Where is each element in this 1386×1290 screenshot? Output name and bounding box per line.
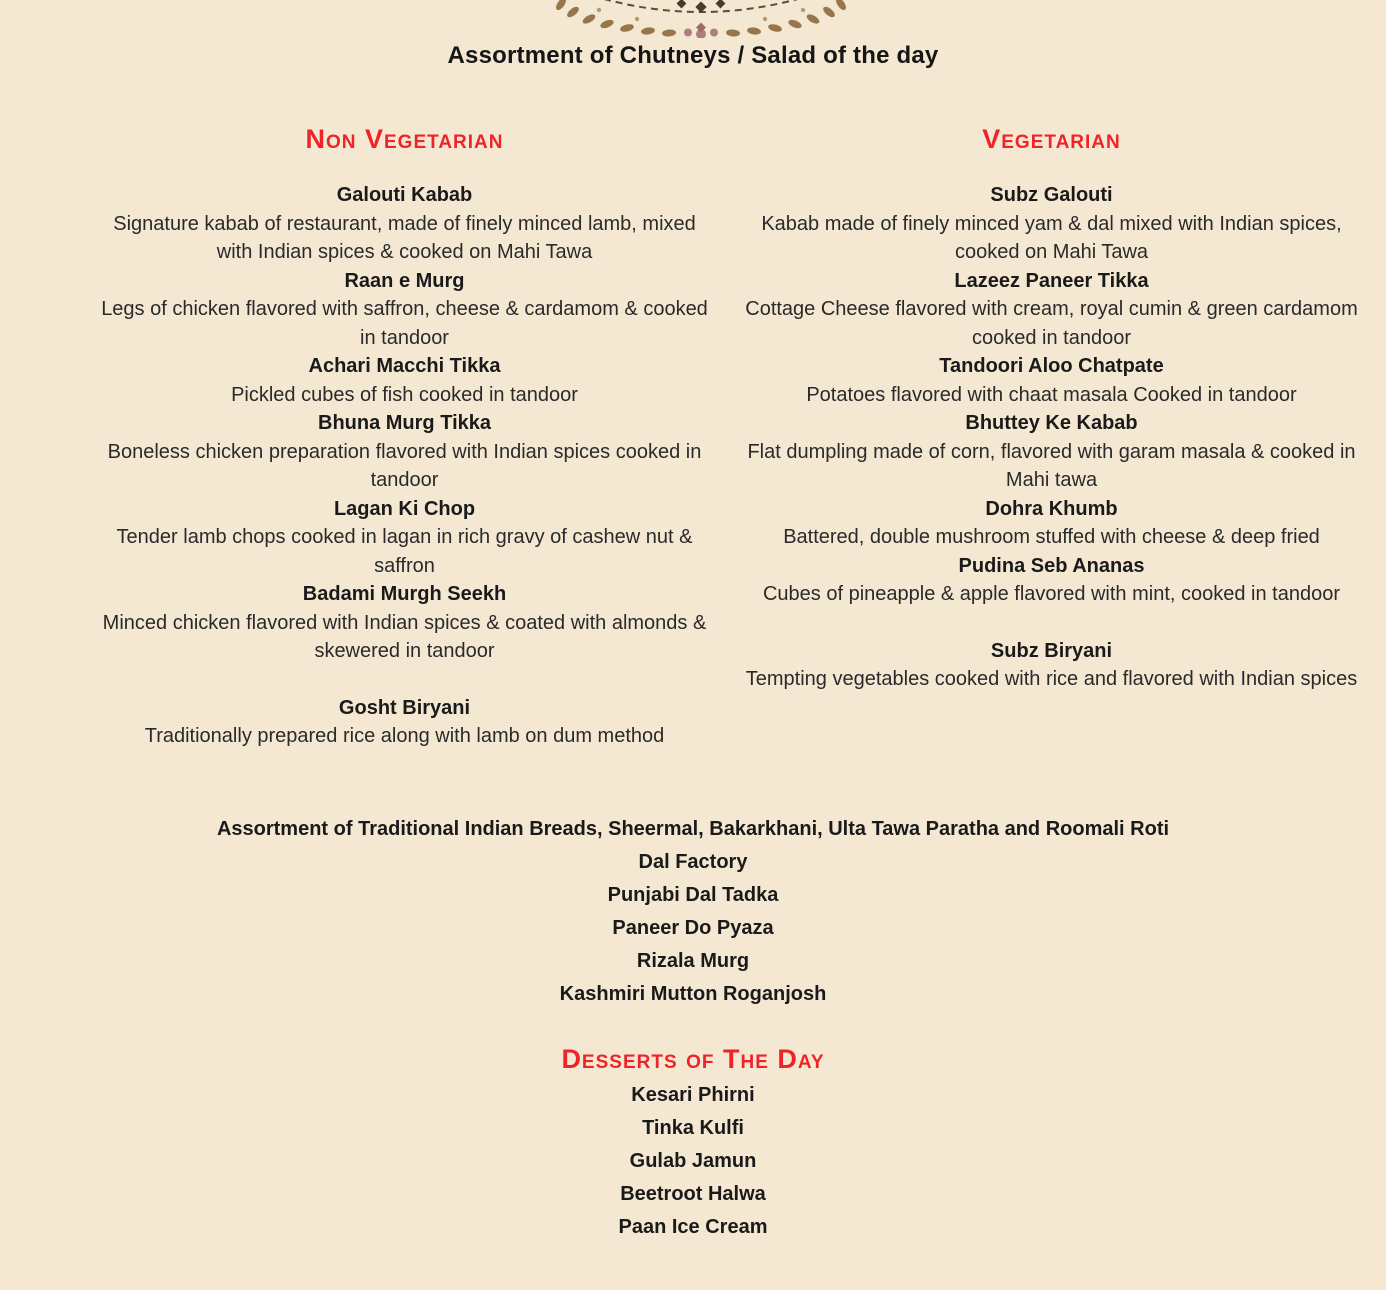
dish-name: Tandoori Aloo Chatpate bbox=[939, 355, 1164, 377]
menu-item bbox=[97, 409, 712, 495]
dish-name: Gosht Biryani bbox=[338, 696, 471, 719]
menu-item bbox=[744, 181, 1359, 267]
menu-item bbox=[744, 495, 1359, 552]
dessert-item: Beetroot Halwa bbox=[620, 1182, 766, 1205]
non-vegetarian-heading: Non Vegetarian bbox=[305, 124, 504, 154]
dish-description: Boneless chicken preparation flavored with Indian spices cooked in tandoor bbox=[107, 440, 702, 491]
dish-name: Subz Biryani bbox=[990, 639, 1113, 662]
dish-name: Dohra Khumb bbox=[985, 497, 1118, 520]
menu-item bbox=[97, 352, 712, 409]
dish-description: Traditionally prepared rice along with lamb on dum method bbox=[144, 725, 665, 747]
menu-item bbox=[744, 552, 1359, 609]
dish-description: Flat dumpling made of corn, flavored with garam masala & cooked in Mahi tawa bbox=[747, 440, 1356, 491]
dish-description: Potatoes flavored with chaat masala Cooked in tandoor bbox=[806, 383, 1297, 406]
vegetarian-heading: Vegetarian bbox=[982, 124, 1121, 154]
dessert-item: Gulab Jamun bbox=[629, 1149, 757, 1172]
mains-item: Kashmiri Mutton Roganjosh bbox=[559, 982, 827, 1005]
dish-name: Raan e Murg bbox=[344, 269, 465, 292]
menu-item-biryani bbox=[97, 694, 712, 751]
menu-item bbox=[97, 495, 712, 581]
dish-description: Signature kabab of restaurant, made of finely minced lamb, mixed with Indian spices & cooked on Mahi Tawa bbox=[113, 212, 696, 263]
dish-description: Minced chicken flavored with Indian spices & coated with almonds & skewered in tandoor bbox=[102, 611, 707, 662]
column-vegetarian bbox=[744, 124, 1359, 751]
mains-item: Rizala Murg bbox=[636, 949, 750, 972]
dish-description: Battered, double mushroom stuffed with cheese & deep fried bbox=[783, 526, 1320, 548]
breads-and-mains-section bbox=[0, 813, 1386, 1011]
breads-line: Assortment of Traditional Indian Breads, Sheermal, Bakarkhani, Ulta Tawa Paratha and Roomali Roti bbox=[216, 817, 1170, 840]
column-non-vegetarian bbox=[97, 124, 712, 751]
dish-name: Lazeez Paneer Tikka bbox=[954, 269, 1149, 292]
page-title: Assortment of Chutneys / Salad of the day bbox=[447, 42, 939, 69]
menu-item bbox=[97, 580, 712, 666]
dessert-item: Tinka Kulfi bbox=[642, 1116, 744, 1139]
dish-description: Legs of chicken flavored with saffron, cheese & cardamom & cooked in tandoor bbox=[101, 298, 708, 349]
menu-columns bbox=[0, 124, 1386, 751]
dish-description: Pickled cubes of fish cooked in tandoor bbox=[231, 383, 578, 406]
dessert-item: Kesari Phirni bbox=[631, 1083, 755, 1106]
dish-name: Bhuna Murg Tikka bbox=[318, 412, 491, 434]
dish-description: Tempting vegetables cooked with rice and flavored with Indian spices bbox=[745, 668, 1358, 690]
desserts-section bbox=[0, 1041, 1386, 1264]
menu-item bbox=[744, 267, 1359, 353]
menu-item-biryani bbox=[744, 637, 1359, 694]
menu-item bbox=[744, 352, 1359, 409]
dish-name: Achari Macchi Tikka bbox=[308, 355, 501, 377]
dish-description: Cottage Cheese flavored with cream, royal cumin & green cardamom cooked in tandoor bbox=[745, 298, 1358, 349]
mains-item: Punjabi Dal Tadka bbox=[607, 883, 779, 906]
mains-item: Dal Factory bbox=[638, 850, 748, 873]
dish-name: Badami Murgh Seekh bbox=[302, 583, 507, 605]
mains-item: Paneer Do Pyaza bbox=[612, 916, 774, 939]
desserts-heading: Desserts of The Day bbox=[561, 1043, 825, 1074]
dish-description: Tender lamb chops cooked in lagan in rich gravy of cashew nut & saffron bbox=[116, 526, 693, 577]
dessert-item: Paan Ice Cream bbox=[618, 1215, 768, 1238]
menu-item bbox=[744, 409, 1359, 495]
dish-name: Lagan Ki Chop bbox=[333, 497, 476, 520]
dish-description: Cubes of pineapple & apple flavored with mint, cooked in tandoor bbox=[762, 583, 1341, 605]
dish-description: Kabab made of finely minced yam & dal mixed with Indian spices, cooked on Mahi Tawa bbox=[761, 212, 1342, 263]
dish-name: Pudina Seb Ananas bbox=[958, 554, 1145, 577]
dish-name: Bhuttey Ke Kabab bbox=[965, 412, 1138, 434]
dish-name: Subz Galouti bbox=[990, 184, 1113, 206]
menu-item bbox=[97, 267, 712, 353]
dish-name: Galouti Kabab bbox=[336, 184, 473, 206]
menu-item bbox=[97, 181, 712, 267]
